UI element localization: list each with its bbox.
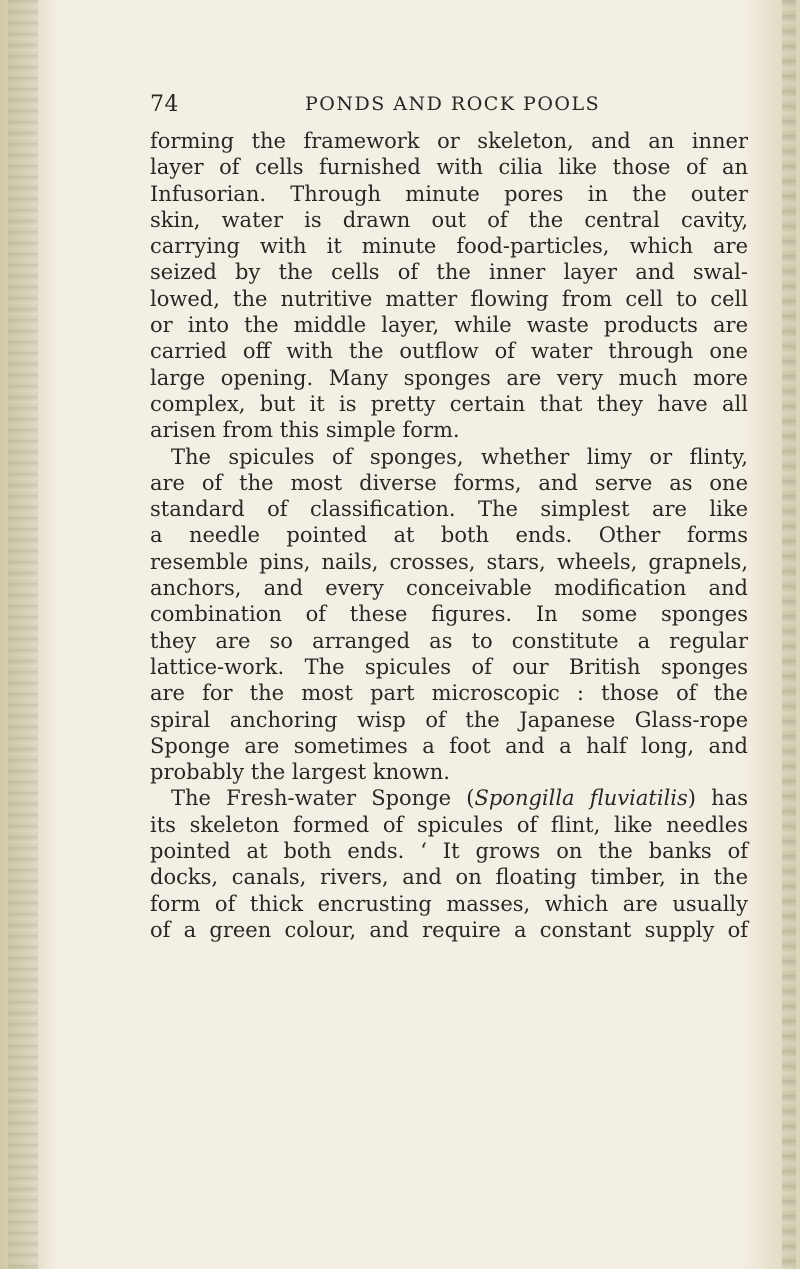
text-line: are of the most diverse forms, and serve as one [150, 470, 748, 495]
text-line: resemble pins, nails, crosses, stars, wheels, grapnels, [150, 549, 748, 574]
text-line: forming the framework or skeleton, and an inner [150, 129, 748, 153]
text-line: layer of cells furnished with cilia like those of an [150, 155, 748, 180]
species-name: Spongilla fluviatilis [474, 786, 688, 811]
text-line: are for the most part microscopic : those of the [150, 681, 748, 706]
text-line: Infusorian. Through minute pores in the outer [150, 181, 748, 206]
text-line: skin, water is drawn out of the central cavity, [150, 207, 748, 232]
text-line-species [150, 785, 748, 811]
text-line: large opening. Many sponges are very much more [150, 365, 748, 390]
text-line: form of thick encrusting masses, which are usually [150, 891, 748, 916]
text-line: they are so arranged as to constitute a regular [150, 628, 748, 653]
text-line: complex, but it is pretty certain that they have all [150, 391, 748, 416]
text-line: lattice-work. The spicules of our British sponges [150, 654, 748, 679]
body-text [150, 128, 748, 943]
page-gutter-left [0, 0, 58, 1269]
text-line: docks, canals, rivers, and on floating timber, in the [150, 865, 748, 890]
text-line: carrying with it minute food-particles, which are [150, 234, 748, 259]
text-line: spiral anchoring wisp of the Japanese Glass-rope [150, 707, 748, 732]
text-line: arisen from this simple form. [150, 418, 460, 443]
text-line: or into the middle layer, while waste products are [150, 313, 748, 338]
page-edge-right [740, 0, 800, 1269]
text-fragment: The Fresh-water Sponge ( [171, 786, 475, 811]
running-head: PONDS AND ROCK POOLS [305, 93, 601, 115]
text-line: of a green colour, and require a constant supply of [150, 917, 748, 942]
text-line: Sponge are sometimes a foot and a half long, and [150, 733, 748, 758]
text-line: a needle pointed at both ends. Other forms [150, 523, 748, 548]
text-fragment: ) has [687, 786, 748, 811]
text-line: carried off with the outflow of water through one [150, 339, 748, 364]
text-line: standard of classification. The simplest are like [150, 497, 748, 522]
text-line: lowed, the nutritive matter flowing from cell to cell [150, 286, 748, 311]
page-header [150, 92, 720, 122]
text-line: pointed at both ends. ‘ It grows on the banks of [150, 839, 748, 864]
page-number: 74 [150, 92, 179, 117]
text-line: its skeleton formed of spicules of flint, like needles [150, 812, 748, 837]
text-line: probably the largest known. [150, 760, 450, 785]
text-line: anchors, and every conceivable modification and [150, 576, 748, 601]
text-line: seized by the cells of the inner layer and swal- [150, 260, 748, 285]
text-line: combination of these figures. In some sponges [150, 602, 748, 627]
text-line: The spicules of sponges, whether limy or flinty, [171, 444, 748, 469]
